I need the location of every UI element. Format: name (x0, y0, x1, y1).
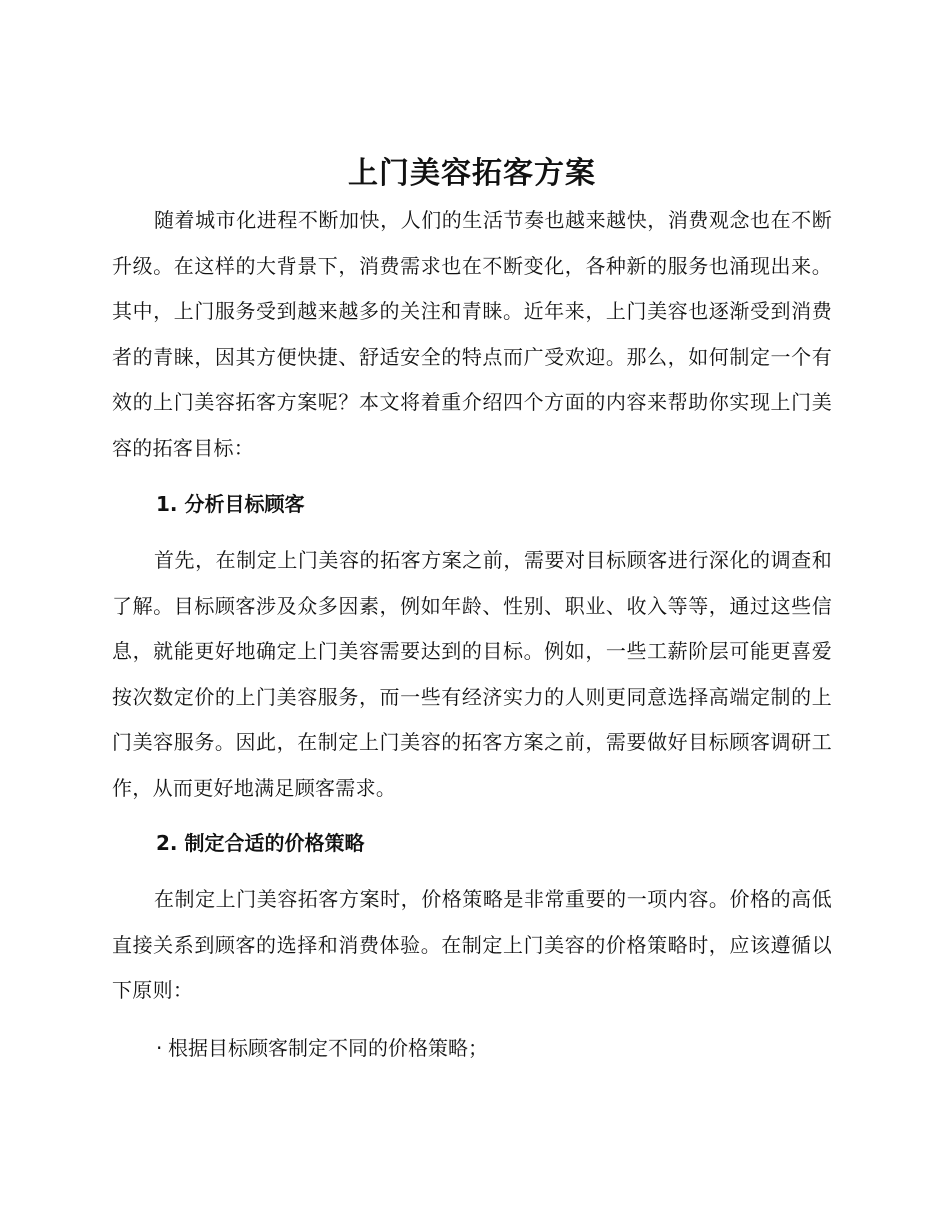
bullet-item-text: 根据目标顾客制定不同的价格策略； (168, 1036, 488, 1060)
intro-paragraph: 随着城市化进程不断加快，人们的生活节奏也越来越快，消费观念也在不断升级。在这样的大背景下，消费需求也在不断变化，各种新的服务也涌现出来。其中，上门服务受到越来越多的关注和青睐。近年来，上门美容也逐渐受到消费者的青睐，因其方便快捷、舒适安全的特点而广受欢迎。那么，如何制定一个有效的上门美容拓客方案呢？本文将着重介绍四个方面的内容来帮助你实现上门美容的拓客目标： (112, 208, 832, 460)
document-title: 上门美容拓客方案 (348, 156, 596, 191)
section-1-body: 首先，在制定上门美容的拓客方案之前，需要对目标顾客进行深化的调查和了解。目标顾客涉及众多因素，例如年龄、性别、职业、收入等等，通过这些信息，就能更好地确定上门美容需要达到的目标。例如，一些工薪阶层可能更喜爱按次数定价的上门美容服务，而一些有经济实力的人则更同意选择高端定制的上门美容服务。因此，在制定上门美容的拓客方案之前，需要做好目标顾客调研工作，从而更好地满足顾客需求。 (112, 548, 832, 800)
section-2-heading: 2. 制定合适的价格策略 (156, 831, 365, 855)
section-2-body: 在制定上门美容拓客方案时，价格策略是非常重要的一项内容。价格的高低直接关系到顾客的选择和消费体验。在制定上门美容的价格策略时，应该遵循以下原则： (112, 887, 832, 1002)
bullet-dot: · (156, 1036, 163, 1060)
section-1-heading: 1. 分析目标顾客 (156, 492, 305, 516)
bullet-item (156, 1033, 488, 1063)
